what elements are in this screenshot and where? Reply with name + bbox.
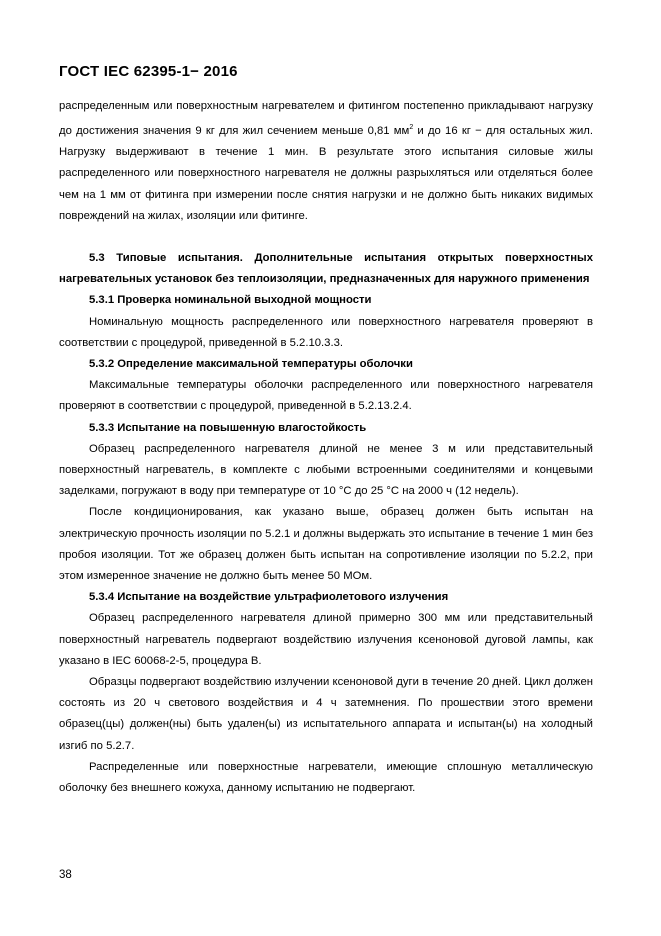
paragraph-5-3-4-c: Распределенные или поверхностные нагреватели, имеющие сплошную металлическую оболочку без внешнего кожуха, данному испытанию не подвергают. — [59, 760, 593, 795]
document-code-header: ГОСТ IEC 62395-1− 2016 — [59, 63, 238, 80]
document-body — [59, 96, 593, 799]
paragraph-text: распределенным или поверхностным нагревателем и фитингом постепенно прикладывают нагрузку до достижения значения 9 кг для жил сечением меньше 0,81 мм — [59, 100, 593, 137]
paragraph-continued — [59, 96, 593, 227]
paragraph-5-3-4-a: Образец распределенного нагревателя длиной примерно 300 мм или представительный поверхностный нагреватель подвергают воздействию излучения ксеноновой дуговой лампы, как указано в IEC 60068-2-5, процедура B. — [59, 612, 593, 667]
spacer — [59, 227, 593, 248]
paragraph-5-3-2: Максимальные температуры оболочки распределенного или поверхностного нагревателя проверяют в соответствии с процедурой, приведенной в 5.2.13.2.4. — [59, 379, 593, 413]
page-number: 38 — [59, 869, 72, 881]
paragraph-5-3-4-b: Образцы подвергают воздействию излучении ксеноновой дуги в течение 20 дней. Цикл должен состоять из 20 ч светового воздействия и 4 ч затемнения. По прошествии этого времени образец(цы) должен(ны) быть удален(ы) из испытательного аппарата и испытан(ы) на холодный изгиб по 5.2.7. — [59, 676, 593, 752]
section-heading-5-3-2: 5.3.2 Определение максимальной температуры оболочки — [89, 358, 413, 370]
paragraph-text-tail: и до 16 кг − для остальных жил. Нагрузку выдерживают в течение 1 мин. В результате этого испытания силовые жилы распределенного или поверхностного нагревателя не должны разрыхляться или отделяться более чем на 1 мм от фитинга при измерении после снятия нагрузки и не должно быть никаких видимых повреждений на жилах, изоляции или фитинге. — [59, 124, 594, 222]
section-heading-5-3-3: 5.3.3 Испытание на повышенную влагостойкость — [89, 421, 367, 434]
paragraph-5-3-1: Номинальную мощность распределенного или поверхностного нагревателя проверяют в соответствии с процедурой, приведенной в 5.2.10.3.3. — [59, 315, 593, 349]
section-heading-5-3: 5.3 Типовые испытания. Дополнительные испытания открытых поверхностных нагревательных установок без теплоизоляции, предназначенных для наружного применения — [59, 251, 593, 286]
section-heading-5-3-4: 5.3.4 Испытание на воздействие ультрафиолетового излучения — [89, 591, 449, 604]
paragraph-5-3-3-b: После кондиционирования, как указано выше, образец должен быть испытан на электрическую прочность изоляции по 5.2.1 и должны выдержать это испытание в течение 1 мин без пробоя изоляции. Тот же образец должен быть испытан на сопротивление изоляции по 5.2.2, при этом измеренное значение не должно быть менее 50 МОм. — [59, 506, 593, 583]
section-heading-5-3-1: 5.3.1 Проверка номинальной выходной мощности — [89, 294, 372, 307]
paragraph-5-3-3-a: Образец распределенного нагревателя длиной не менее 3 м или представительный поверхностный нагреватель, в комплекте с любыми встроенными соединителями и концевыми заделками, погружают в воду при температуре от 10 °С до 25 °С на 2000 ч (12 недель). — [59, 442, 593, 498]
superscript: 2 — [409, 124, 414, 132]
